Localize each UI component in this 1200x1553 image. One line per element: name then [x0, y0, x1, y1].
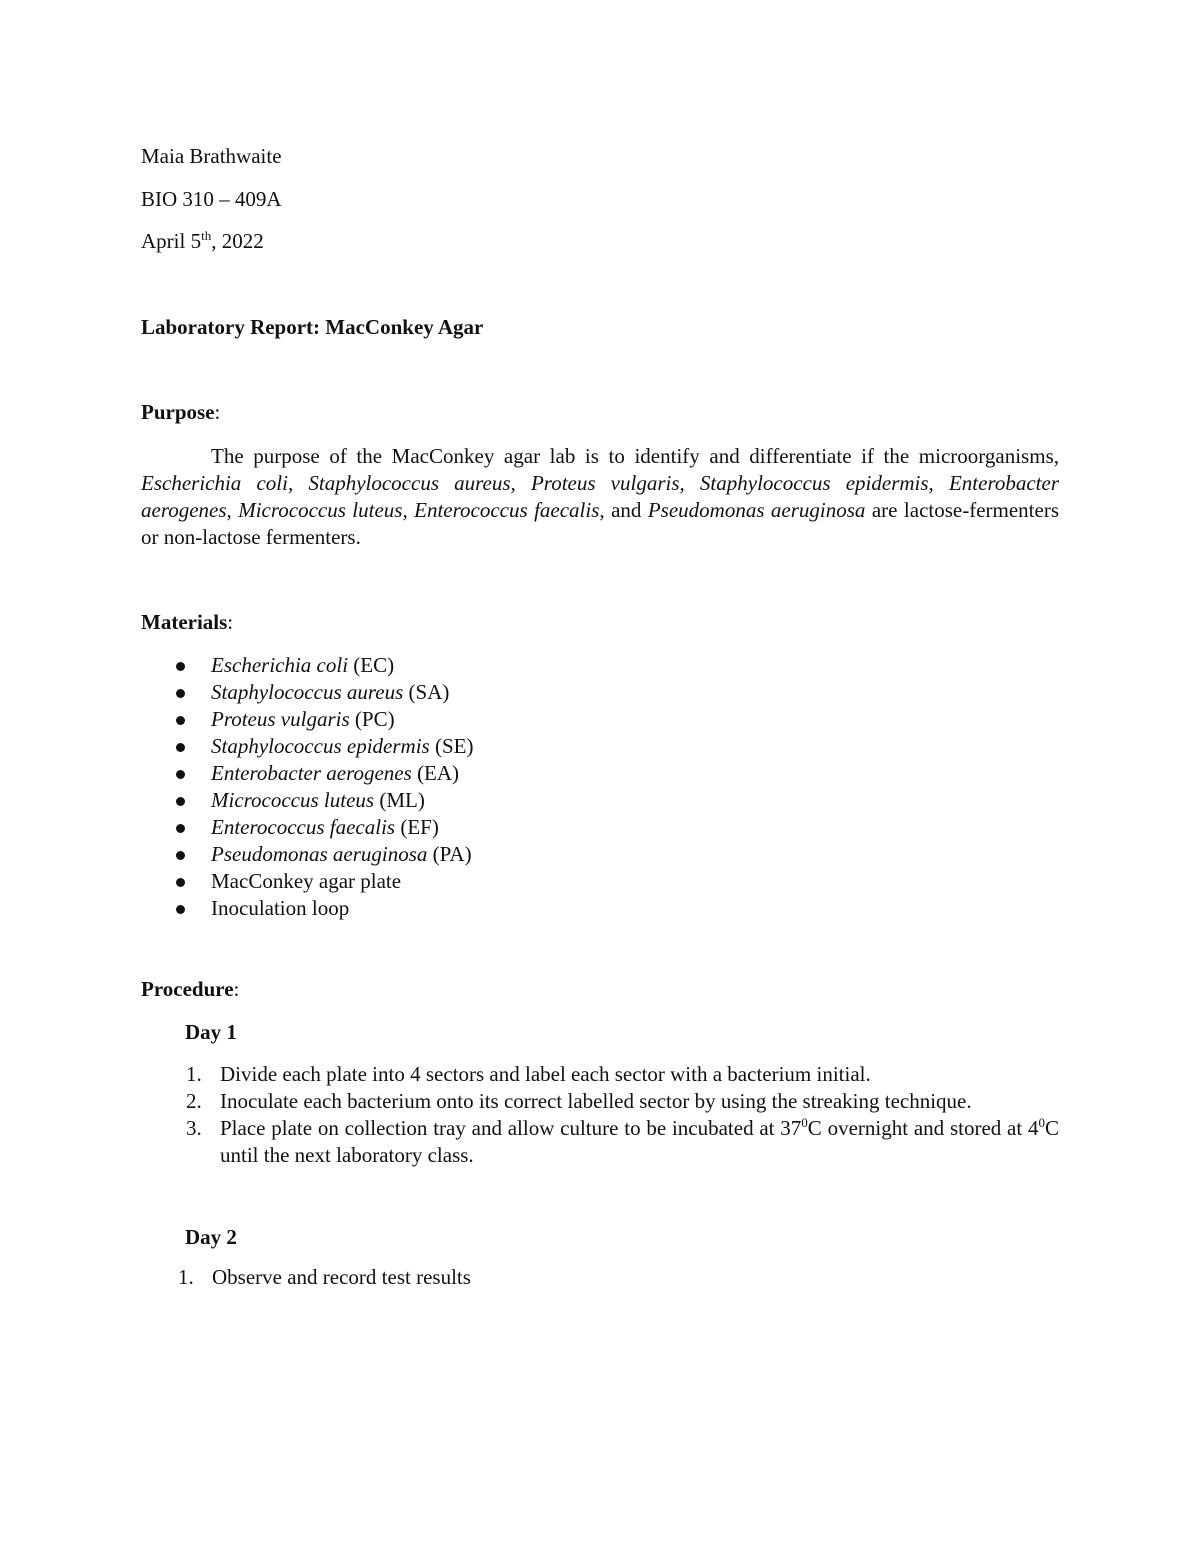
list-item: 1. Divide each plate into 4 sectors and label each sector with a bacterium initial.	[186, 1062, 871, 1086]
list-item: Escherichia coli (EC)	[141, 652, 473, 679]
list-item: Micrococcus luteus (ML)	[141, 787, 473, 814]
author-name: Maia Brathwaite	[141, 144, 282, 168]
bullet-icon	[176, 716, 185, 725]
bullet-icon	[176, 797, 185, 806]
day2-heading: Day 2	[185, 1225, 237, 1249]
list-item: Proteus vulgaris (PC)	[141, 706, 473, 733]
list-item: Enterococcus faecalis (EF)	[141, 814, 473, 841]
day1-heading: Day 1	[185, 1020, 237, 1044]
bullet-icon	[176, 878, 185, 887]
bullet-icon	[176, 770, 185, 779]
day2-steps	[178, 1264, 812, 1291]
report-date: April 5th, 2022	[141, 228, 264, 253]
materials-heading: Materials:	[141, 610, 234, 634]
list-item: Staphylococcus aureus (SA)	[141, 679, 473, 706]
list-item: MacConkey agar plate	[141, 868, 473, 895]
list-item: 2. Inoculate each bacterium onto its correct labelled sector by using the streaking technique.	[186, 1089, 972, 1113]
list-item: Enterobacter aerogenes (EA)	[141, 760, 473, 787]
list-item: 1. Observe and record test results	[178, 1265, 471, 1289]
bullet-icon	[176, 743, 185, 752]
list-item: 3. Place plate on collection tray and allow culture to be incubated at $37^0C$ overnight and stored at $4^0C$ until the next laboratory class.	[186, 1115, 1059, 1167]
materials-list	[141, 652, 473, 922]
bullet-icon	[176, 905, 185, 914]
report-title: Laboratory Report: MacConkey Agar	[141, 315, 484, 339]
procedure-heading: Procedure:	[141, 977, 240, 1001]
list-item: Pseudomonas aeruginosa (PA)	[141, 841, 473, 868]
bullet-icon	[176, 689, 185, 698]
list-item: Staphylococcus epidermis (SE)	[141, 733, 473, 760]
course-code: BIO 310 – 409A	[141, 187, 282, 211]
day1-steps	[186, 1061, 1059, 1169]
list-item: Inoculation loop	[141, 895, 473, 922]
purpose-paragraph: The purpose of the MacConkey agar lab is to identify and differentiate if the microorganisms, Escherichia coli, Staphylococcus aureus, Proteus vulgaris, Staphylococcus epidermis, Enterobacter aerogenes, Micrococcus luteus, Enterococcus faecalis, and Pseudomonas aeruginosa are lactose-fermenters or non-lactose fermenters.	[141, 444, 1059, 549]
bullet-icon	[176, 662, 185, 671]
purpose-heading: Purpose:	[141, 400, 221, 424]
bullet-icon	[176, 824, 185, 833]
bullet-icon	[176, 851, 185, 860]
